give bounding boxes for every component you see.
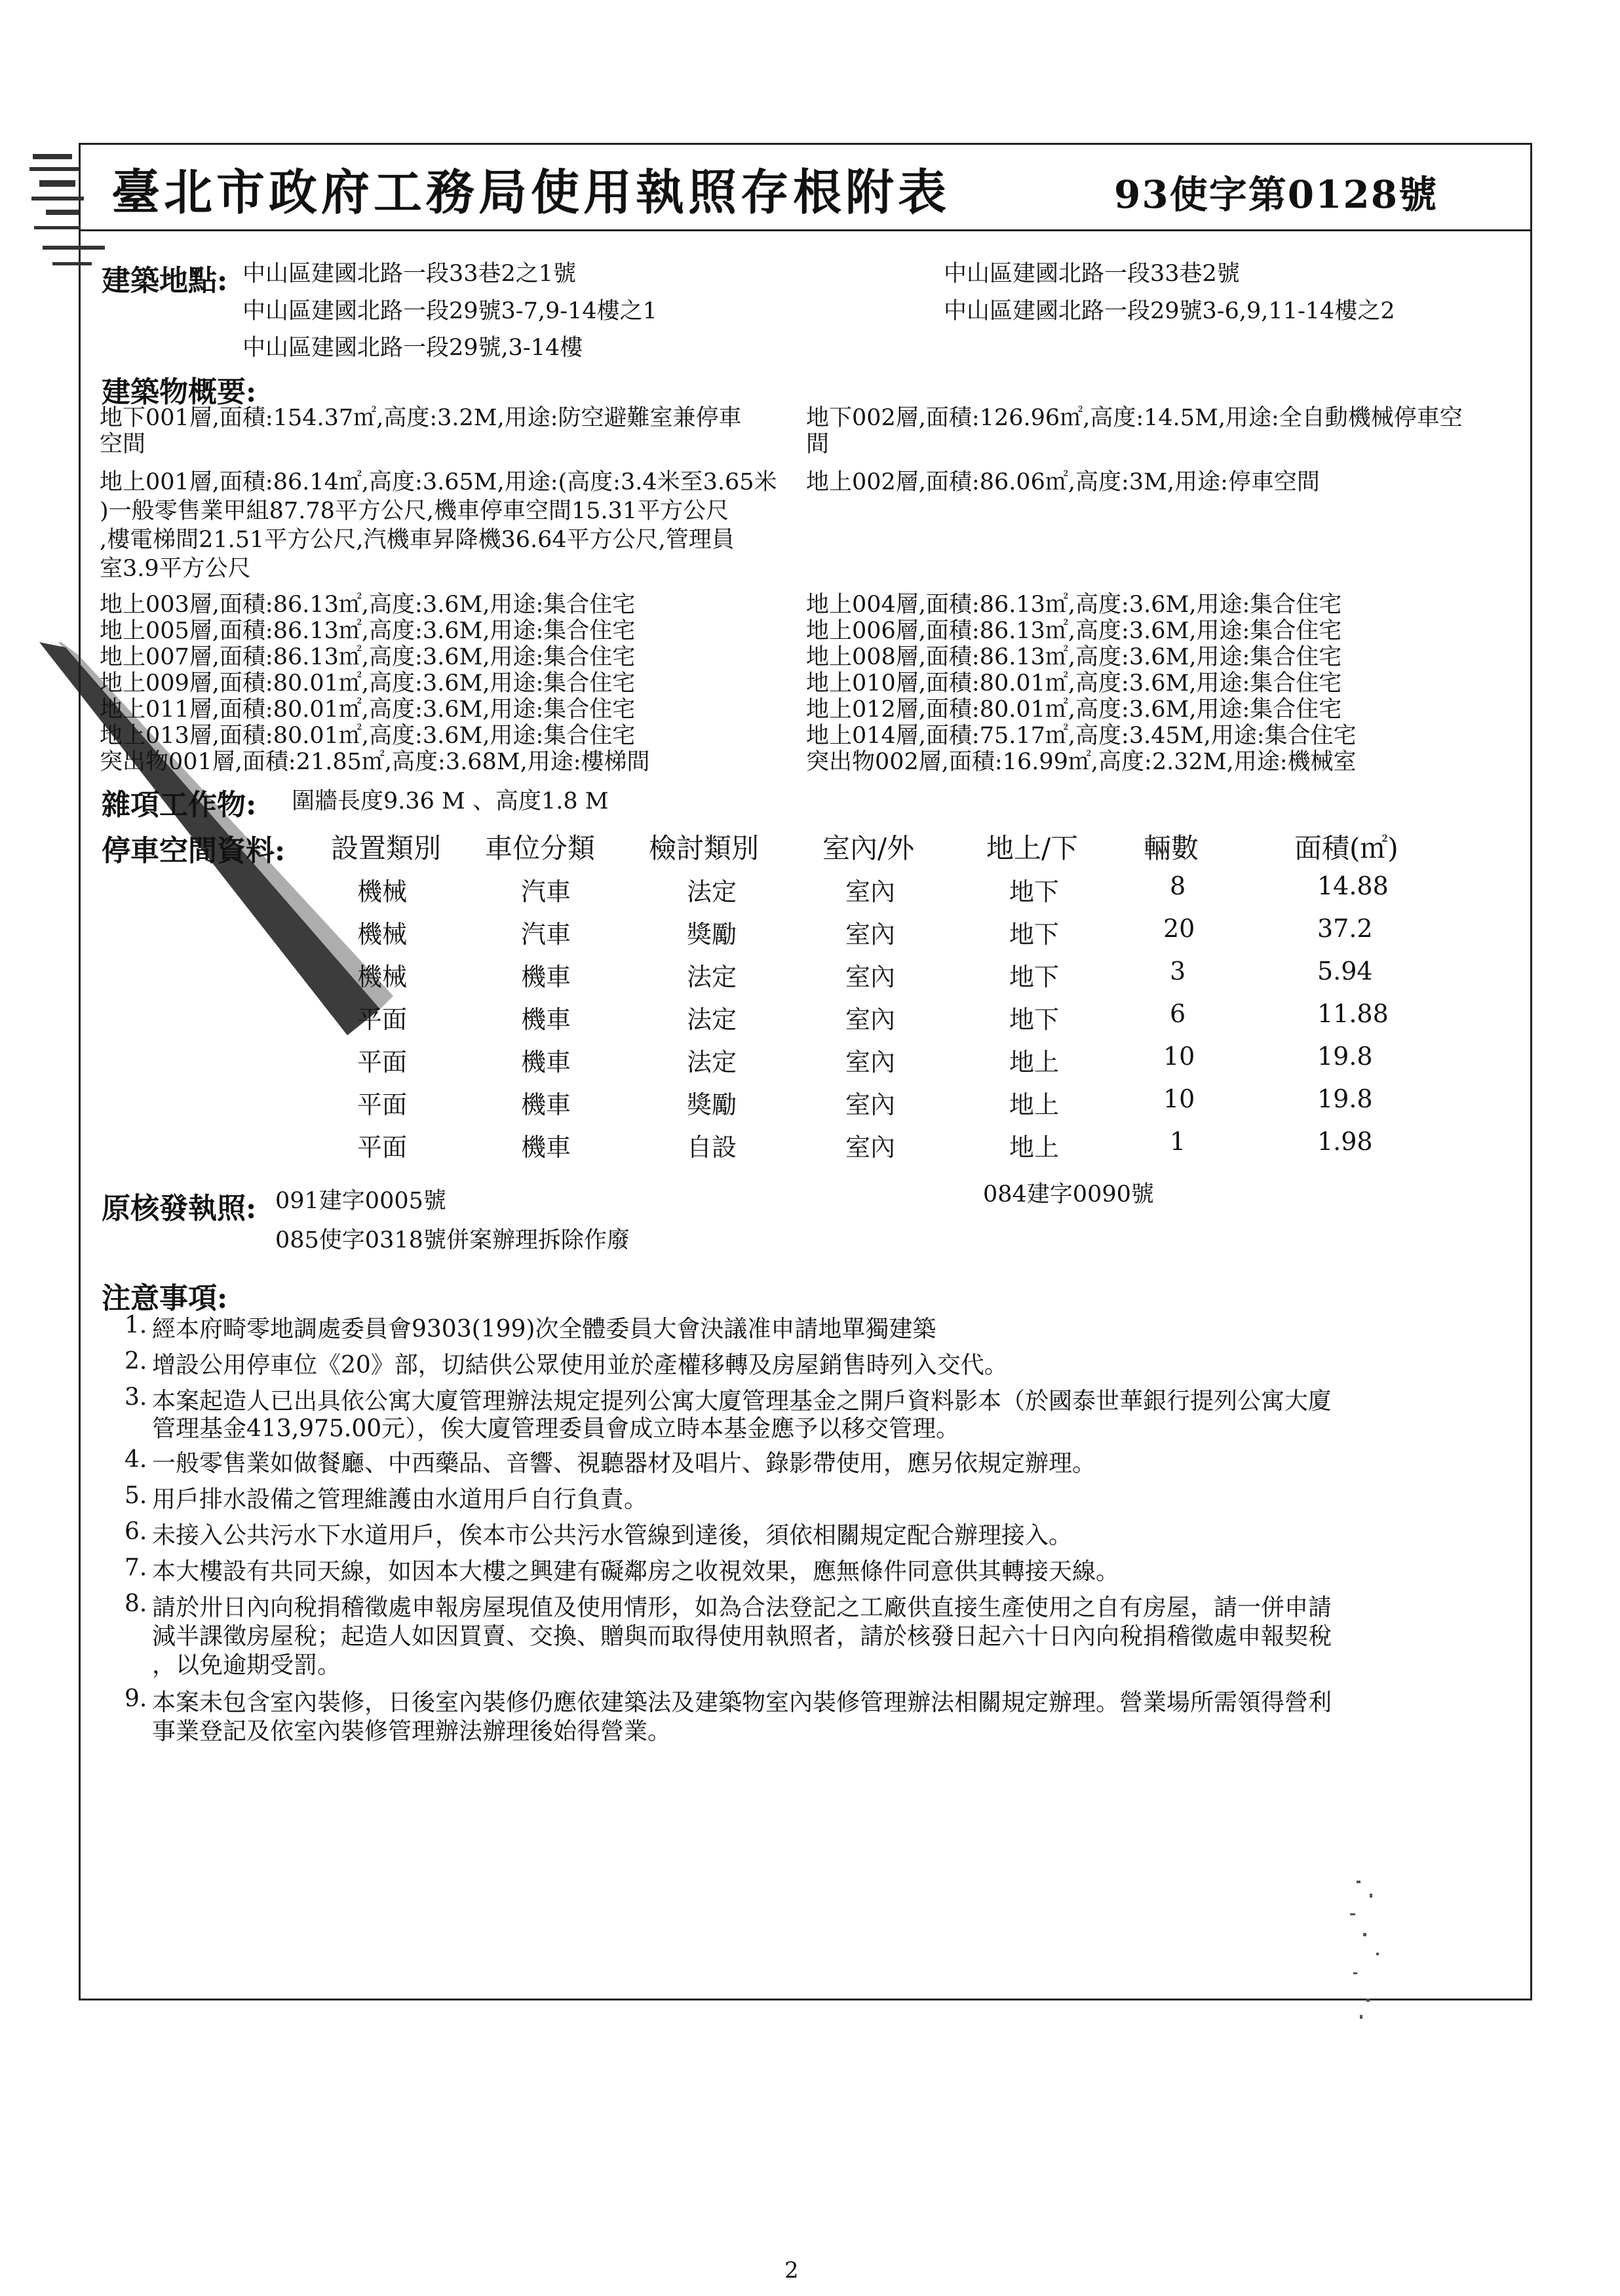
table-cell: 室內 <box>845 1005 896 1034</box>
floor-right-1: 地上004層,面積:86.13㎡,高度:3.6M,用途:集合住宅 <box>806 592 1342 618</box>
note-text: 請於卅日內向稅捐稽徵處申報房屋現值及使用情形，如為合法登記之工廠供直接生產使用之自有房屋，請一併申請 <box>152 1594 1332 1621</box>
parking-header-vehicle: 車位分類 <box>485 832 596 864</box>
floor-f1-line2: )一般零售業甲組87.78平方公尺,機車停車空間15.31平方公尺 <box>100 498 729 524</box>
floor-left-3: 地上007層,面積:86.13㎡,高度:3.6M,用途:集合住宅 <box>100 644 636 670</box>
table-cell: 機械 <box>357 877 408 906</box>
table-cell: 1 <box>1170 1127 1186 1156</box>
floor-f1-line4: 室3.9平方公尺 <box>100 556 251 582</box>
table-cell: 5.94 <box>1317 957 1373 985</box>
original-permit-left: 091建字0005號 <box>275 1188 446 1214</box>
parking-header-indoor: 室內/外 <box>822 832 915 864</box>
table-cell: 法定 <box>687 877 737 906</box>
note-number: 5. <box>125 1482 147 1509</box>
table-cell: 19.8 <box>1317 1084 1373 1113</box>
floor-right-3: 地上008層,面積:86.13㎡,高度:3.6M,用途:集合住宅 <box>806 644 1342 670</box>
note-text: 未接入公共污水下水道用戶，俟本市公共污水管線到達後，須依相關規定配合辦理接入。 <box>152 1522 1073 1549</box>
table-cell: 19.8 <box>1317 1042 1373 1071</box>
parking-header-count: 輛數 <box>1144 832 1199 864</box>
note-text: 一般零售業如做餐廳、中西藥品、音響、視聽器材及唱片、錄影帶使用，應另依規定辦理。 <box>152 1450 1096 1477</box>
table-cell: 汽車 <box>521 920 571 949</box>
note-text: 用戶排水設備之管理維護由水道用戶自行負責。 <box>152 1486 648 1513</box>
site-address-right-1: 中山區建國北路一段33巷2號 <box>944 261 1240 287</box>
table-cell: 8 <box>1170 871 1186 900</box>
table-cell: 14.88 <box>1317 871 1389 900</box>
floor-right-6: 地上014層,面積:75.17㎡,高度:3.45M,用途:集合住宅 <box>806 723 1357 749</box>
table-cell: 機車 <box>521 1090 571 1119</box>
note-number: 7. <box>125 1554 147 1581</box>
note-text: 經本府畸零地調處委員會9303(199)次全體委員大會決議准申請地單獨建築 <box>152 1316 936 1343</box>
floor-right-2: 地上006層,面積:86.13㎡,高度:3.6M,用途:集合住宅 <box>806 618 1342 644</box>
note-number: 6. <box>125 1518 147 1545</box>
scan-specks <box>1337 1874 1396 2025</box>
floor-left-6: 地上013層,面積:80.01㎡,高度:3.6M,用途:集合住宅 <box>100 723 636 749</box>
floor-left-4: 地上009層,面積:80.01㎡,高度:3.6M,用途:集合住宅 <box>100 670 636 697</box>
table-cell: 地上 <box>1009 1133 1060 1162</box>
note-text: 本案起造人已出具依公寓大廈管理辦法規定提列公寓大廈管理基金之開戶資料影本（於國泰世華銀行提列公寓大廈 <box>152 1388 1332 1415</box>
table-cell: 汽車 <box>521 877 571 906</box>
note-number: 9. <box>125 1685 147 1712</box>
table-cell: 室內 <box>845 963 896 991</box>
floor-f1-line1: 地上001層,面積:86.14㎡,高度:3.65M,用途:(高度:3.4米至3.65米 <box>100 469 777 495</box>
page-number: 2 <box>784 2257 799 2284</box>
table-cell: 獎勵 <box>687 920 737 949</box>
original-permit-right: 084建字0090號 <box>983 1181 1154 1208</box>
note-text: 減半課徵房屋稅；起造人如因買賣、交換、贈與而取得使用執照者，請於核發日起六十日內向稅捐稽徵處申報契稅 <box>152 1623 1332 1650</box>
table-cell: 機械 <box>357 920 408 949</box>
table-cell: 地下 <box>1009 920 1060 949</box>
note-text: 本大樓設有共同天線，如因本大樓之興建有礙鄰房之收視效果，應無條件同意供其轉接天線。 <box>152 1558 1120 1585</box>
table-cell: 10 <box>1163 1042 1195 1071</box>
title-divider <box>79 229 1532 231</box>
table-cell: 地上 <box>1009 1090 1060 1119</box>
note-text: 管理基金413,975.00元），俟大廈管理委員會成立時本基金應予以移交管理。 <box>152 1415 960 1442</box>
table-cell: 1.98 <box>1317 1127 1373 1156</box>
floor-left-5: 地上011層,面積:80.01㎡,高度:3.6M,用途:集合住宅 <box>100 697 636 723</box>
note-text: 事業登記及依室內裝修管理辦法辦理後始得營業。 <box>152 1718 672 1745</box>
floor-right-7: 突出物002層,面積:16.99㎡,高度:2.32M,用途:機械室 <box>806 749 1357 775</box>
floor-left-1: 地上003層,面積:86.13㎡,高度:3.6M,用途:集合住宅 <box>100 592 636 618</box>
table-cell: 獎勵 <box>687 1090 737 1119</box>
table-cell: 平面 <box>357 1090 408 1119</box>
table-cell: 平面 <box>357 1048 408 1077</box>
site-label: 建築地點: <box>102 264 228 297</box>
table-cell: 室內 <box>845 920 896 949</box>
floor-right-4: 地上010層,面積:80.01㎡,高度:3.6M,用途:集合住宅 <box>806 670 1342 697</box>
table-cell: 地下 <box>1009 963 1060 991</box>
table-cell: 機車 <box>521 1133 571 1162</box>
table-cell: 地下 <box>1009 1005 1060 1034</box>
table-cell: 法定 <box>687 1005 737 1034</box>
note-number: 8. <box>125 1590 147 1617</box>
misc-label: 雜項工作物: <box>102 788 257 822</box>
original-permit-label: 原核發執照: <box>102 1192 257 1225</box>
table-cell: 37.2 <box>1317 914 1373 943</box>
table-cell: 自設 <box>687 1133 737 1162</box>
table-cell: 機車 <box>521 1048 571 1077</box>
original-permit-line2: 085使字0318號併案辦理拆除作廢 <box>275 1227 630 1253</box>
table-cell: 3 <box>1170 957 1186 985</box>
table-cell: 機車 <box>521 1005 571 1034</box>
table-cell: 機械 <box>357 963 408 991</box>
floor-b1-line1: 地下001層,面積:154.37㎡,高度:3.2M,用途:防空避難室兼停車 <box>100 405 742 431</box>
floor-b1-line2: 空間 <box>100 431 146 457</box>
table-cell: 法定 <box>687 963 737 991</box>
notes-label: 注意事項: <box>102 1282 228 1315</box>
site-address-left-2: 中山區建國北路一段29號3-7,9-14樓之1 <box>242 298 657 324</box>
note-text: 本案未包含室內裝修，日後室內裝修仍應依建築法及建築物室內裝修管理辦法相關規定辦理。營業場所需領得營利 <box>152 1689 1332 1716</box>
note-text: 增設公用停車位《20》部，切結供公眾使用並於產權移轉及房屋銷售時列入交代。 <box>152 1352 1008 1379</box>
parking-header-level: 地上/下 <box>986 832 1079 864</box>
note-number: 3. <box>125 1384 147 1411</box>
parking-label: 停車空間資料: <box>102 834 286 868</box>
floor-b2-line2: 間 <box>806 431 830 457</box>
document-number: 93使字第0128號 <box>1114 172 1438 217</box>
floor-f1-line3: ,樓電梯間21.51平方公尺,汽機車昇降機36.64平方公尺,管理員 <box>100 527 735 553</box>
table-cell: 室內 <box>845 877 896 906</box>
table-cell: 6 <box>1170 999 1186 1028</box>
note-text: ，以免逾期受罰。 <box>152 1652 341 1679</box>
table-cell: 10 <box>1163 1084 1195 1113</box>
note-number: 2. <box>125 1348 147 1375</box>
table-cell: 地上 <box>1009 1048 1060 1077</box>
parking-header-area: 面積(㎡) <box>1294 832 1398 864</box>
note-number: 4. <box>125 1446 147 1473</box>
floor-right-5: 地上012層,面積:80.01㎡,高度:3.6M,用途:集合住宅 <box>806 697 1342 723</box>
table-cell: 地下 <box>1009 877 1060 906</box>
table-cell: 室內 <box>845 1048 896 1077</box>
stamp-smudge <box>26 147 105 292</box>
misc-value: 圍牆長度9.36 M 、高度1.8 M <box>292 788 609 814</box>
table-cell: 室內 <box>845 1133 896 1162</box>
floor-f2: 地上002層,面積:86.06㎡,高度:3M,用途:停車空間 <box>806 469 1320 495</box>
parking-header-type: 設置類別 <box>331 832 442 864</box>
table-cell: 平面 <box>357 1133 408 1162</box>
table-cell: 室內 <box>845 1090 896 1119</box>
table-cell: 20 <box>1163 914 1195 943</box>
floor-b2-line1: 地下002層,面積:126.96㎡,高度:14.5M,用途:全自動機械停車空 <box>806 405 1463 431</box>
note-number: 1. <box>125 1312 147 1339</box>
table-cell: 機車 <box>521 963 571 991</box>
table-cell: 平面 <box>357 1005 408 1034</box>
table-cell: 法定 <box>687 1048 737 1077</box>
floor-left-2: 地上005層,面積:86.13㎡,高度:3.6M,用途:集合住宅 <box>100 618 636 644</box>
document-title: 臺北市政府工務局使用執照存根附表 <box>111 164 950 221</box>
table-cell: 11.88 <box>1317 999 1389 1028</box>
site-address-left-1: 中山區建國北路一段33巷2之1號 <box>242 261 577 287</box>
site-address-left-3: 中山區建國北路一段29號,3-14樓 <box>242 335 583 361</box>
parking-header-category: 檢討類別 <box>649 832 760 864</box>
site-address-right-2: 中山區建國北路一段29號3-6,9,11-14樓之2 <box>944 298 1395 324</box>
floor-left-7: 突出物001層,面積:21.85㎡,高度:3.68M,用途:樓梯間 <box>100 749 650 775</box>
overview-label: 建築物概要: <box>102 375 257 409</box>
